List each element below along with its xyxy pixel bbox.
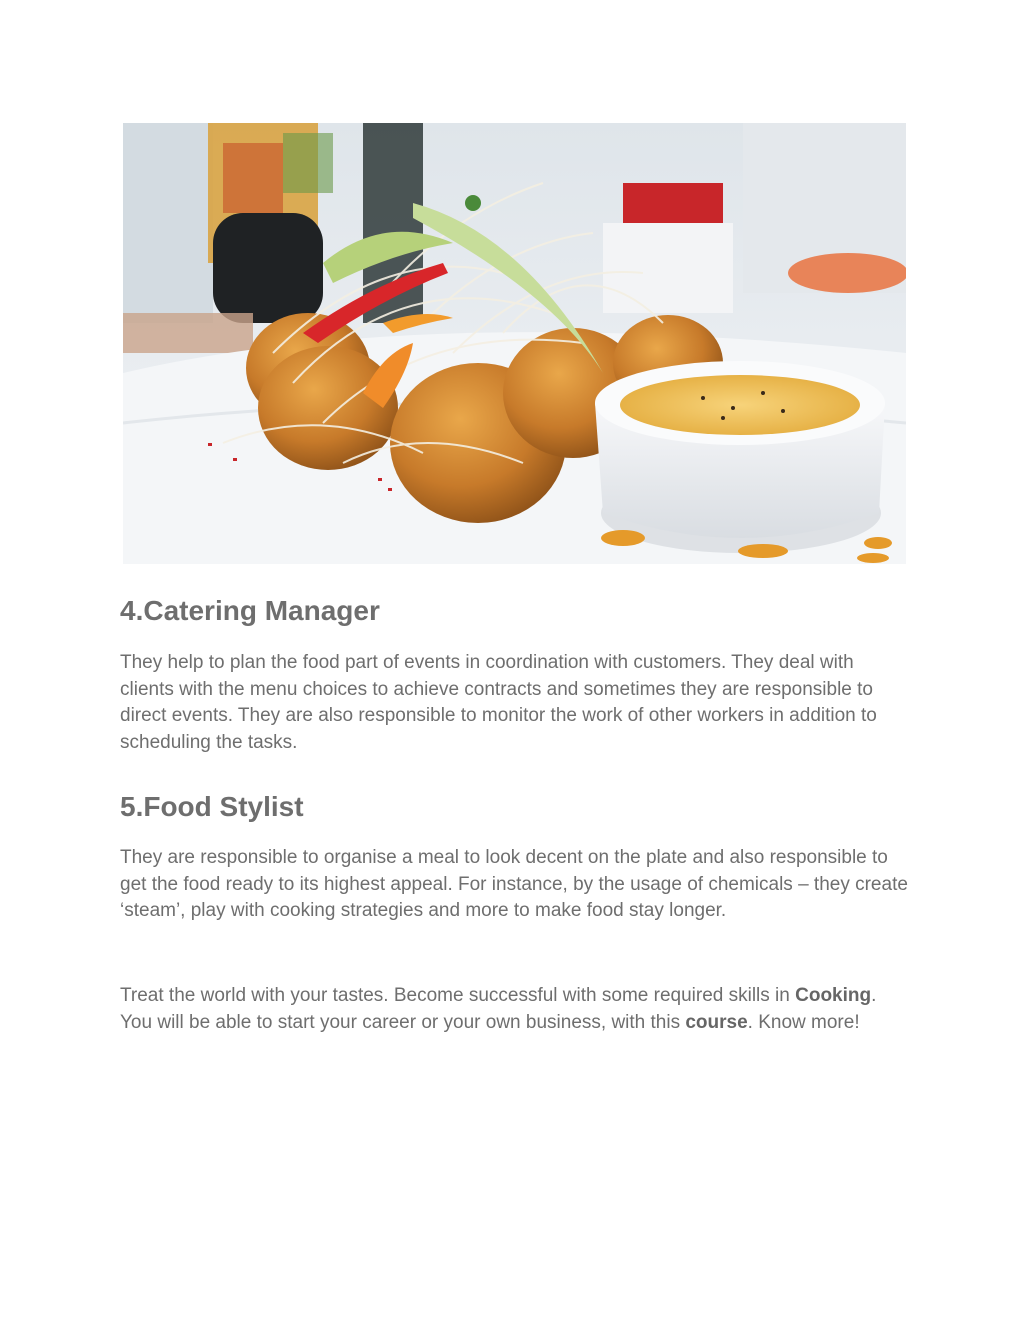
food-photo-illustration: [123, 123, 906, 564]
section-body-catering-manager: They help to plan the food part of events in coordination with customers. They deal with clients with the menu choices to achieve contracts and sometimes they are responsible to direct events. They are also responsible to monitor the work of other workers in addition to scheduling the tasks.: [120, 652, 877, 753]
closing-text-part2: . You will be able to start your career or your own business, with this: [120, 985, 877, 1033]
section-heading-catering-manager: 4.Catering Manager: [120, 595, 380, 626]
closing-text-part1: Treat the world with your tastes. Become successful with some required skills in: [120, 985, 796, 1006]
closing-paragraph: [120, 983, 910, 1036]
closing-text-part3: . Know more!: [747, 1011, 860, 1033]
section-heading-food-stylist: 5.Food Stylist: [120, 791, 304, 822]
section-body-food-stylist: They are responsible to organise a meal to look decent on the plate and also responsible to get the food ready to its highest appeal. For instance, by the usage of chemicals – they create ‘steam’, play with cooking strategies and more to make food stay longer.: [120, 847, 908, 921]
course-emphasis: course: [685, 1011, 748, 1033]
food-photo: [123, 123, 906, 564]
cooking-emphasis: Cooking: [795, 985, 872, 1006]
